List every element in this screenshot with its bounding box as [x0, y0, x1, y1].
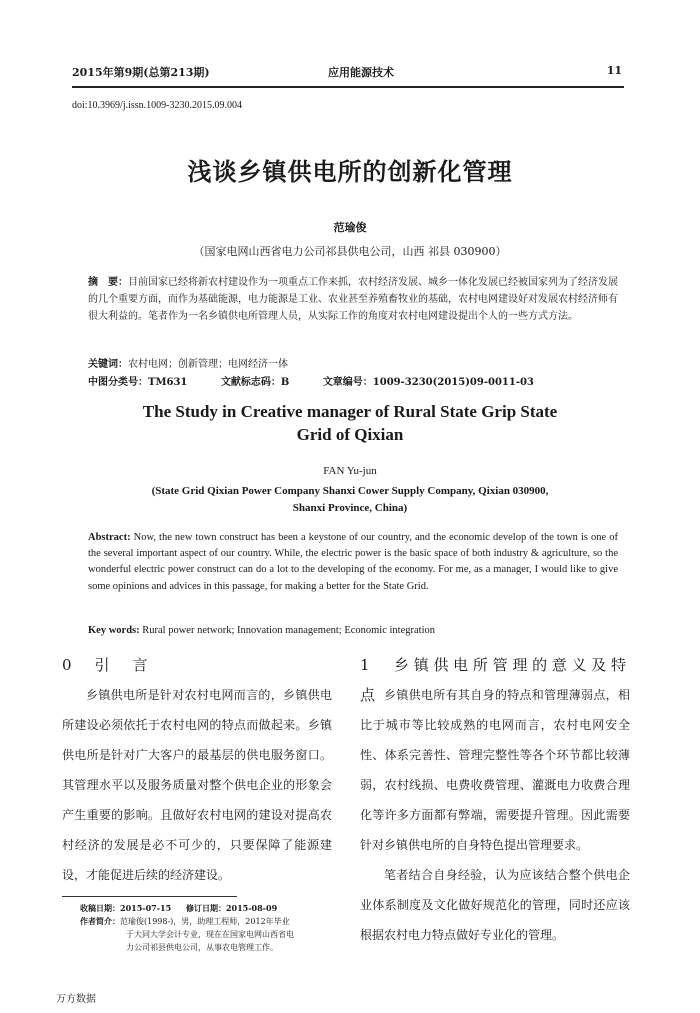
bio-label: 作者简介： — [80, 916, 120, 926]
keywords-cn — [88, 355, 288, 370]
doi: doi:10.3969/j.issn.1009-3230.2015.09.004 — [72, 100, 243, 111]
revised-date: 修订日期：2015-08-09 — [185, 903, 278, 913]
running-header — [72, 64, 624, 80]
footnote-dates — [80, 902, 342, 915]
abstract-cn-label: 摘 要： — [88, 277, 128, 288]
watermark-text: 万方数据 — [56, 994, 96, 1005]
title-en-line2: Grid of Qixian — [296, 425, 404, 444]
section-1-paragraph-2: 笔者结合自身经验，认为应该结合整个供电企业体系制度及文化做好规范化的管理，同时还应该根据农村电力特点做好专业化的管理。 — [360, 868, 630, 942]
footnote-rule — [62, 896, 237, 897]
doc-code: 文献标志码：B — [220, 377, 290, 388]
abstract-en-label: Abstract: — [88, 532, 131, 543]
page-number: 11 — [606, 64, 622, 77]
article-number: 文章编号：1009-3230(2015)09-0011-03 — [322, 377, 534, 388]
section-0-heading: 0 引 言 — [62, 656, 152, 674]
keywords-cn-text: 农村电网；创新管理；电网经济一体 — [128, 359, 288, 370]
affiliation-en-line1: (State Grid Qixian Power Company Shanxi Cower Supply Company, Qixian 030900, — [151, 485, 549, 497]
received-date: 收稿日期：2015-07-15 — [80, 903, 172, 913]
journal-name: 应用能源技术 — [328, 66, 394, 79]
title-en-line1: The Study in Creative manager of Rural State Grip State — [142, 402, 558, 421]
right-column — [360, 650, 630, 950]
keywords-cn-label: 关键词： — [88, 359, 128, 370]
issue-info: 2015年第9期(总第213期) — [72, 66, 210, 79]
keywords-en-label: Key words: — [88, 625, 140, 636]
left-column — [62, 650, 332, 890]
clc-number: 中图分类号：TM631 — [88, 377, 188, 388]
author-cn: 范瑜俊 — [333, 221, 367, 234]
abstract-en — [88, 530, 618, 595]
footnote — [80, 902, 342, 954]
keywords-en — [88, 625, 618, 636]
abstract-cn-text: 目前国家已经将新农村建设作为一项重点工作来抓，农村经济发展、城乡一体化发展已经被国家列为了经济发展的几个重要方面，而作为基础能源，电力能源是工业、农业甚至养殖畜牧业的基础，农村电网建设好对发展农村经济师有很大利益的。笔者作为一名乡镇供电所管理人员，从实际工作的角度对农村电网建设提出个人的一些方式方法。 — [88, 277, 618, 322]
author-bio-line-1 — [80, 915, 342, 928]
title-en — [0, 400, 700, 446]
title-cn: 浅谈乡镇供电所的创新化管理 — [187, 157, 513, 186]
keywords-en-text: Rural power network; Innovation management; Economic integration — [139, 625, 435, 636]
header-rule — [72, 86, 624, 88]
author-bio-line-2: 于大同大学会计专业，现在在国家电网山西省电 — [126, 930, 294, 939]
affiliation-en — [0, 483, 700, 517]
abstract-cn — [88, 274, 618, 325]
abstract-en-text: Now, the new town construct has been a keystone of our country, and the economic develop of the town is one of the several important aspect of our country. While, the electric power is the basic space of both industry & agriculture, so the wonderful electric power construct can do a lot to the developing of the economy. For me, as a manager, I would like to give some opinions and advices in this passage, for making a better for the State Grid. — [88, 532, 618, 592]
bio-line-1: 范瑜俊(1998-)，男，助理工程师，2012年毕业 — [120, 917, 290, 926]
classification-line — [88, 373, 618, 388]
section-0-paragraph: 乡镇供电所是针对农村电网而言的，乡镇供电所建设必须依托于农村电网的特点而做起来。乡镇供电所是针对广大客户的最基层的供电服务窗口。其管理水平以及服务质量对整个供电企业的形象会产生重要的影响。且做好农村电网的建设对提高农村经济的发展是必不可少的，只要保障了能源建设，才能促进后续的经济建设。 — [62, 688, 332, 882]
author-en: FAN Yu-jun — [323, 465, 377, 477]
section-1-heading: 1 乡镇供电所管理的意义及特点 — [360, 656, 630, 704]
author-bio-line-3: 力公司祁县供电公司，从事农电管理工作。 — [126, 943, 278, 952]
affiliation-en-line2: Shanxi Province, China) — [292, 502, 408, 514]
section-1-paragraph-1: 乡镇供电所有其自身的特点和管理薄弱点，相比于城市等比较成熟的电网而言，农村电网安全性、体系完善性、管理完整性等各个环节都比较薄弱，农村线损、电费收费管理、灌溉电力收费合理化等许多方面都有弊端，需要提升管理。因此需要针对乡镇供电所的自身特色提出管理要求。 — [360, 688, 630, 852]
affiliation-cn: （国家电网山西省电力公司祁县供电公司，山西 祁县 030900） — [193, 245, 507, 258]
